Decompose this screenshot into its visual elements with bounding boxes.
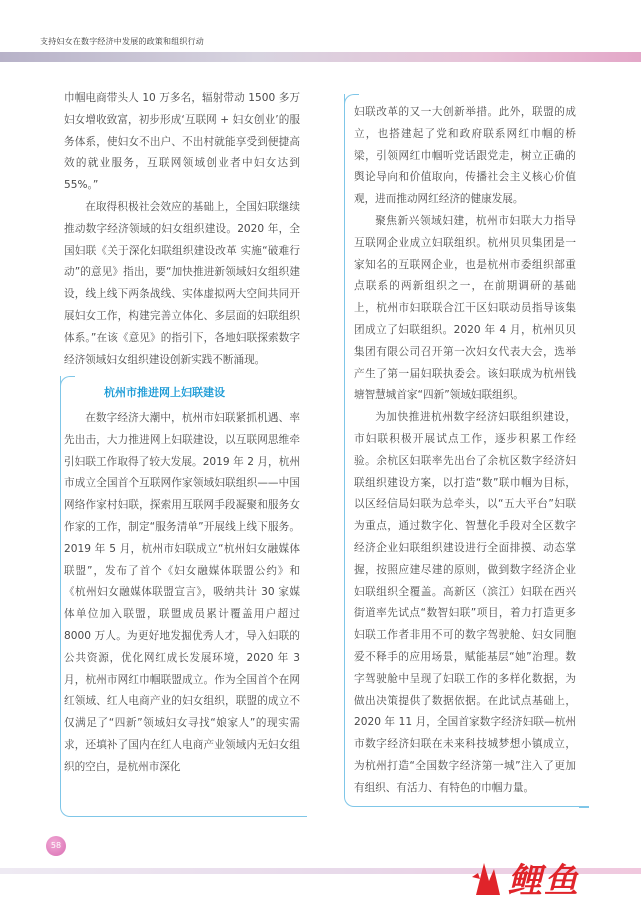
page-number-badge: 58	[46, 836, 66, 856]
paragraph: 在取得积极社会效应的基础上，全国妇联继续推动数字经济领域的妇女组织建设。2020 年，全国妇联《关于深化妇联组织建设改革 实施“破难行动”的意见》指出，要“加快推进新领域妇女组织建设，线上线下两条战线、实体虚拟两大空间共同开展妇女工作，构建完善立体化、多层面的妇联组织体系。”在该《意见》的指引下，各地妇联探索数字经济领域妇女组织建设创新实践不断涌现。	[64, 200, 300, 366]
paragraph: 在数字经济大潮中，杭州市妇联紧抓机遇、率先出击，大力推进网上妇联建设，以互联网思维牵引妇联工作取得了较大发展。2019 年 2 月，杭州市成立全国首个互联网作家领域妇联组织——中国网络作家村妇联，探索用互联网手段凝聚和服务女作家的工作，制定“服务清单”开展线上线下服务。2019 年 5 月，杭州市妇联成立“杭州妇女融媒体联盟”，发布了首个《妇女融媒体联盟公约》和《杭州妇女融媒体联盟宣言》，吸纳共计 30 家媒体单位加入联盟，联盟成员累计覆盖用户超过 8000 万人。为更好地发掘优秀人才，导入妇联的公共资源，优化网红成长发展环境，2020 年 3 月，杭州市网红巾帼联盟成立。作为全国首个在网红领域、红人电商产业的妇女组织，联盟的成立不仅满足了“四新”领域妇女寻找“娘家人”的现实需求，还填补了国内在红人电商产业领域内无妇女组织的空白，是杭州市深化	[64, 412, 300, 773]
flame-logo-icon	[470, 855, 504, 899]
paragraph: 为加快推进杭州数字经济妇联组织建设，市妇联积极开展试点工作，逐步积累工作经验。余杭区妇联率先出台了余杭区数字经济妇联组织建设方案，以打造“数”联巾帼为目标，以区经信局妇联为总牵头，以“五大平台”妇联为重点，通过数字化、智慧化手段对全区数字经济企业妇联组织建设进行全面排摸、动态掌握，按照应建尽建的原则，做到数字经济企业妇联组织全覆盖。高新区（滨江）妇联在西兴街道率先试点“数智妇联”项目，着力打造更多妇联工作者非用不可的数字驾驶舱、妇女同胞爱不释手的应用场景，赋能基层“她”治理。数字驾驶舱中呈现了妇联工作的多样化数据，为做出决策提供了数据依据。在此试点基础上，2020 年 11 月，全国首家数字经济妇联—杭州市数字经济妇联在未来科技城梦想小镇成立，为杭州打造“全国数字经济第一城”注入了更加有组织、有活力、有特色的巾帼力量。	[354, 411, 576, 794]
section-body	[64, 408, 300, 779]
header-gradient-bar	[0, 52, 641, 62]
page-header	[0, 0, 641, 62]
paragraph: 巾帼电商带头人 10 万多名，辐射带动 1500 多万妇女增收致富，初步形成‘互联网 + 妇女创业’的服务体系，使妇女不出户、不出村就能享受到便捷高效的就业服务，互联网领域创业者中妇女达到 55%。”	[64, 92, 300, 192]
left-column-text	[64, 88, 300, 371]
right-column-text	[354, 102, 576, 800]
watermark-text: 鲤鱼	[508, 860, 580, 901]
section-heading: 杭州市推进网上妇联建设	[104, 386, 225, 399]
running-title: 支持妇女在数字经济中发展的政策和组织行动	[40, 37, 204, 46]
paragraph: 聚焦新兴领域妇建，杭州市妇联大力指导互联网企业成立妇联组织。杭州贝贝集团是一家知名的互联网企业，也是杭州市委组织部重点联系的两新组织之一，在前期调研的基础上，杭州市妇联联合江干区妇联动员指导该集团成立了妇联组织。2020 年 4 月，杭州贝贝集团有限公司召开第一次妇女代表大会，选举产生了第一届妇联执委会。该妇联成为杭州钱塘智慧城首家“四新”领域妇联组织。	[354, 214, 576, 402]
paragraph: 妇联改革的又一大创新举措。此外，联盟的成立，也搭建起了党和政府联系网红巾帼的桥梁，引领网红巾帼听党话跟党走，树立正确的舆论导向和价值取向，传播社会主义核心价值观，进而推动网红经济的健康发展。	[354, 106, 576, 206]
watermark-logo	[470, 852, 580, 902]
